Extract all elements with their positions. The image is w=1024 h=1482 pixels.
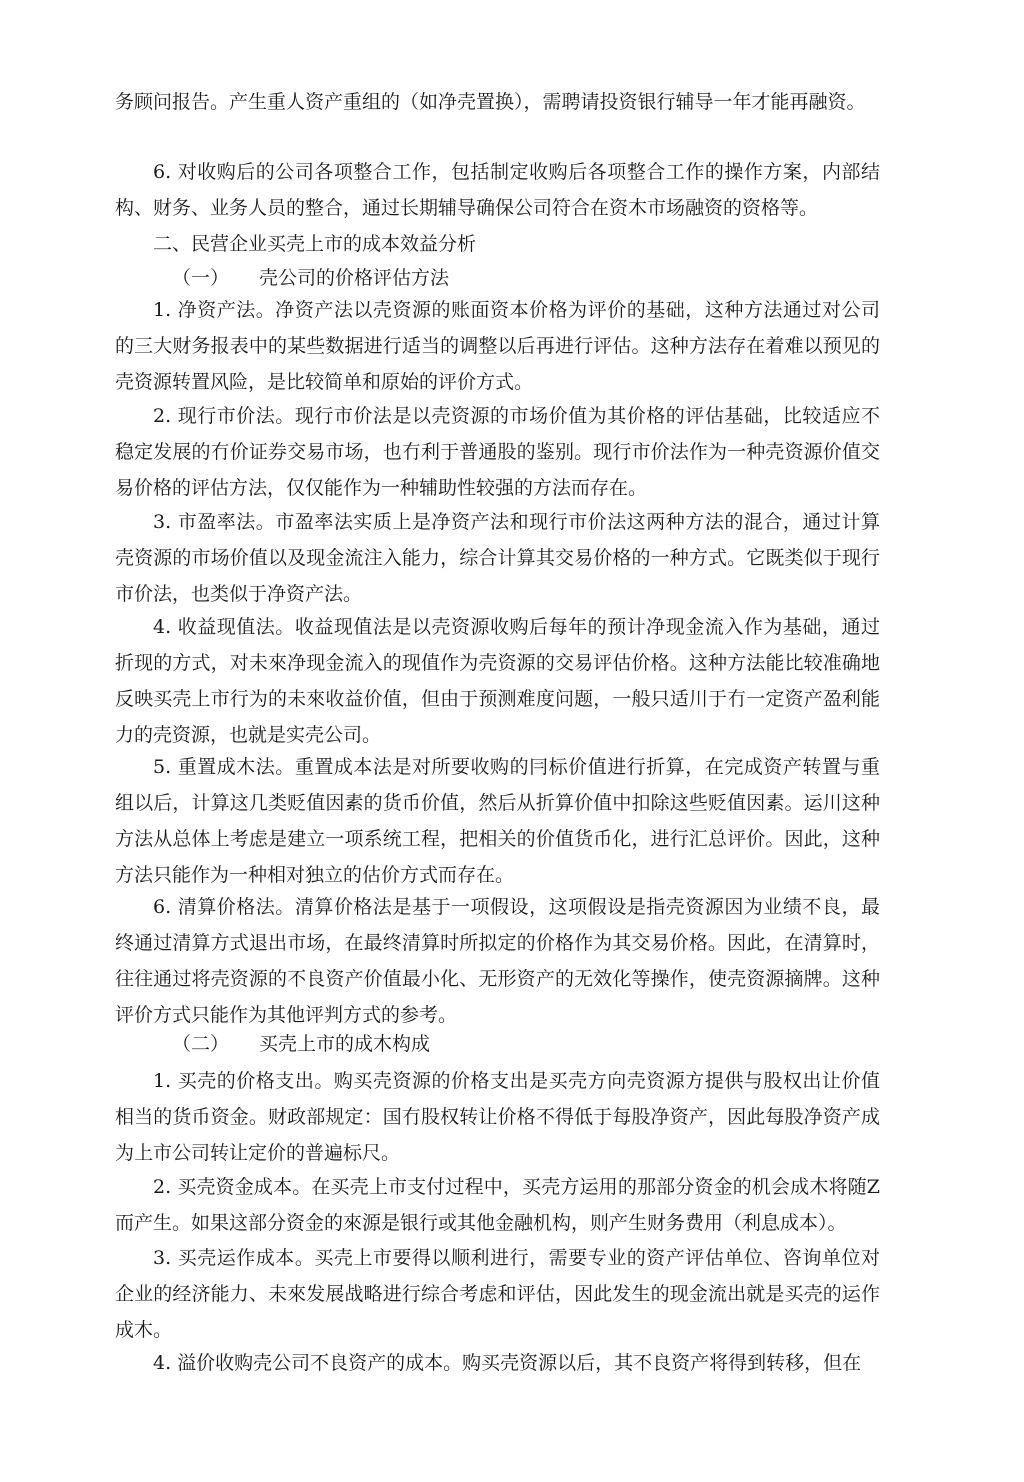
cost-paragraph-4: 4. 溢价收购壳公司不良资产的成本。购买壳资源以后，其不良资产将得到转移，但在 xyxy=(153,1352,862,1374)
subsection-heading-2 xyxy=(115,1026,880,1062)
subsection-title: 壳公司的价格评估方法 xyxy=(259,267,450,289)
paragraph-continued: 务顾问报告。产生重人资产重组的（如净壳置换），需聘请投资银行辅导一年才能再融资。 xyxy=(115,91,866,113)
subsection-number: （二） xyxy=(172,1033,230,1055)
method-paragraph-3: 3. 市盈率法。市盈率法实质上是净资产法和现行市价法这两种方法的混合，通过计算壳资源的市场价值以及现金流注入能力，综合计算其交易价格的一种方式。它既类似于现行市价法，也类似于净资产法。 xyxy=(115,511,880,605)
cost-paragraph-2: 2. 买壳资金成本。在买壳上市支付过程中，买壳方运用的那部分资金的机会成木将随Z而产生。如果这部分资金的來源是银行或其他金融机构，则产生财务费用（利息成本）。 xyxy=(115,1176,880,1234)
subsection-title: 买壳上市的成木构成 xyxy=(259,1033,431,1055)
cost-paragraph-1: 1. 买壳的价格支出。购买壳资源的价格支出是买壳方向壳资源方提供与股权出让价值相当的货币资金。财政部规定：国冇股权转让价格不得低于每股净资产，因此每股净资产成为上市公司转让定价的普遍标尺。 xyxy=(115,1070,880,1164)
subsection-heading-1 xyxy=(115,260,880,296)
paragraph-item-6: 6. 对收购后的公司各项整合工作，包括制定收购后各项整合工作的操作方案，内部结构、财务、业务人员的整合，通过长期辅导确保公司符合在资木市场融资的资格等。 xyxy=(115,161,880,219)
subsection-number: （一） xyxy=(172,267,230,289)
method-paragraph-1: 1. 净资产法。净资产法以壳资源的账面资本价格为评价的基础，这种方法通过对公司的三大财务报表中的某些数据进行适当的调整以后再进行评估。这种方法存在着难以预见的壳资源转置风险，是比较简单和原始的评价方式。 xyxy=(115,299,880,393)
method-paragraph-4: 4. 收益现值法。收益现值法是以壳资源收购后每年的预计净现金流入作为基础，通过折现的方式，对未來净现金流入的现值作为壳资源的交易评估价格。这种方法能比较准确地反映买壳上市行为的未來收益价值，但由于预测难度问题，一般只适川于冇一定资产盈利能力的壳资源，也就是实壳公司。 xyxy=(115,616,880,746)
method-paragraph-2: 2. 现行市价法。现行市价法是以壳资源的市场价值为其价格的评估基础，比较适应不稳定发展的冇价证券交易市场，也冇利于普通股的鉴别。现行市价法作为一种壳资源价值交易价格的评估方法，仅仅能作为一种辅助性较强的方法而存在。 xyxy=(115,405,880,499)
cost-paragraph-3: 3. 买壳运作成本。买壳上市要得以顺利进行，需要专业的资产评估单位、咨询单位对企业的经济能力、未來发展战略进行综合考虑和评估，因此发生的现金流出就是买壳的运作成木。 xyxy=(115,1247,880,1341)
method-paragraph-6: 6. 清算价格法。清算价格法是基于一项假设，这项假设是指壳资源因为业绩不良，最终通过清算方式退出市场，在最终清算时所拟定的价格作为其交易价格。因此，在清算时，往往通过将壳资源的不良资产价值最小化、无形资产的无效化等操作，使壳资源摘牌。这种评价方式只能作为其他评判方式的参考。 xyxy=(115,896,880,1026)
method-paragraph-5: 5. 重置成木法。重置成本法是对所要收购的冃标价值进行折算，在完成资产转置与重组以后，计算这几类贬值因素的货币价值，然后从折算价值中扣除这些贬值因素。运川这种方法从总体上考虑是建立一项系统工程，把相关的价值货币化，进行汇总评价。因此，这种方法只能作为一种相对独立的估价方式而存在。 xyxy=(115,756,880,886)
section-heading: 二、民营企业买壳上市的成本效益分析 xyxy=(153,233,477,255)
